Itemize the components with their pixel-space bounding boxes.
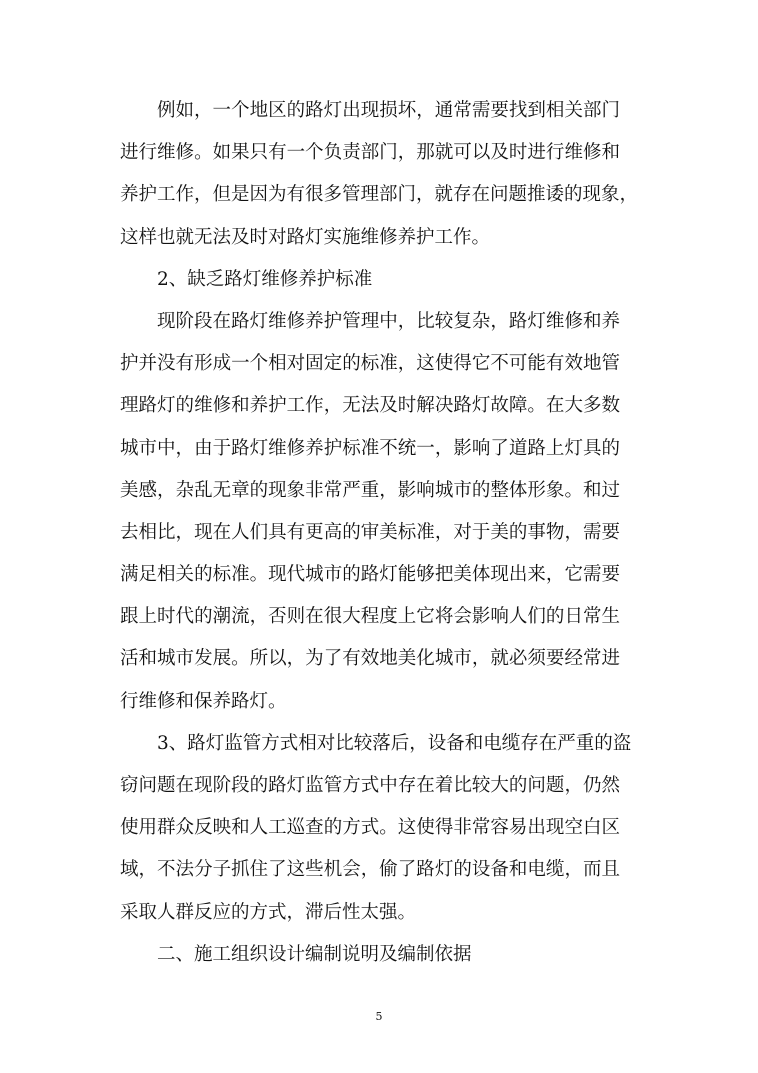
text-line: 美感，杂乱无章的现象非常严重，影响城市的整体形象。和过 [120, 479, 620, 501]
document-body [120, 90, 639, 976]
text-line: 采取人群反应的方式，滞后性太强。 [120, 901, 417, 923]
text-line: 二、施工组织设计编制说明及编制依据 [157, 943, 472, 965]
text-line: 进行维修。如果只有一个负责部门，那就可以及时进行维修和 [120, 142, 620, 164]
text-line: 2、缺乏路灯维修养护标准 [157, 268, 373, 290]
text-line: 例如，一个地区的路灯出现损坏，通常需要找到相关部门 [157, 100, 620, 121]
page-number: 5 [375, 1010, 383, 1023]
text-line: 窃问题在现阶段的路灯监管方式中存在着比较大的问题，仍然 [120, 775, 620, 796]
text-line: 这样也就无法及时对路灯实施维修养护工作。 [120, 226, 491, 248]
paragraph [120, 90, 639, 259]
text-line: 活和城市发展。所以，为了有效地美化城市，就必须要经常进 [120, 648, 620, 670]
text-line: 理路灯的维修和养护工作，无法及时解决路灯故障。在大多数 [120, 395, 620, 417]
text-line: 跟上时代的潮流，否则在很大程度上它将会影响人们的日常生 [120, 606, 620, 628]
text-line: 域，不法分子抓住了这些机会，偷了路灯的设备和电缆，而且 [120, 859, 620, 881]
text-line: 使用群众反映和人工巡查的方式。这使得非常容易出现空白区 [120, 817, 620, 839]
paragraph [120, 301, 620, 723]
text-line: 去相比，现在人们具有更高的审美标准，对于美的事物，需要 [120, 521, 620, 543]
paragraph [120, 934, 620, 976]
paragraph [120, 723, 632, 934]
text-line: 城市中，由于路灯维修养护标准不统一，影响了道路上灯具的 [120, 437, 620, 459]
paragraph [120, 259, 620, 301]
text-line: 现阶段在路灯维修养护管理中，比较复杂，路灯维修和养 [157, 310, 620, 332]
text-line: 行维修和保养路灯。 [120, 690, 287, 712]
text-line: 护并没有形成一个相对固定的标准，这使得它不可能有效地管 [120, 353, 620, 375]
text-line: 3、路灯监管方式相对比较落后，设备和电缆存在严重的盗 [157, 732, 632, 754]
text-line: 养护工作，但是因为有很多管理部门，就存在问题推诿的现象， [120, 184, 639, 206]
text-line: 满足相关的标准。现代城市的路灯能够把美体现出来，它需要 [120, 564, 620, 586]
